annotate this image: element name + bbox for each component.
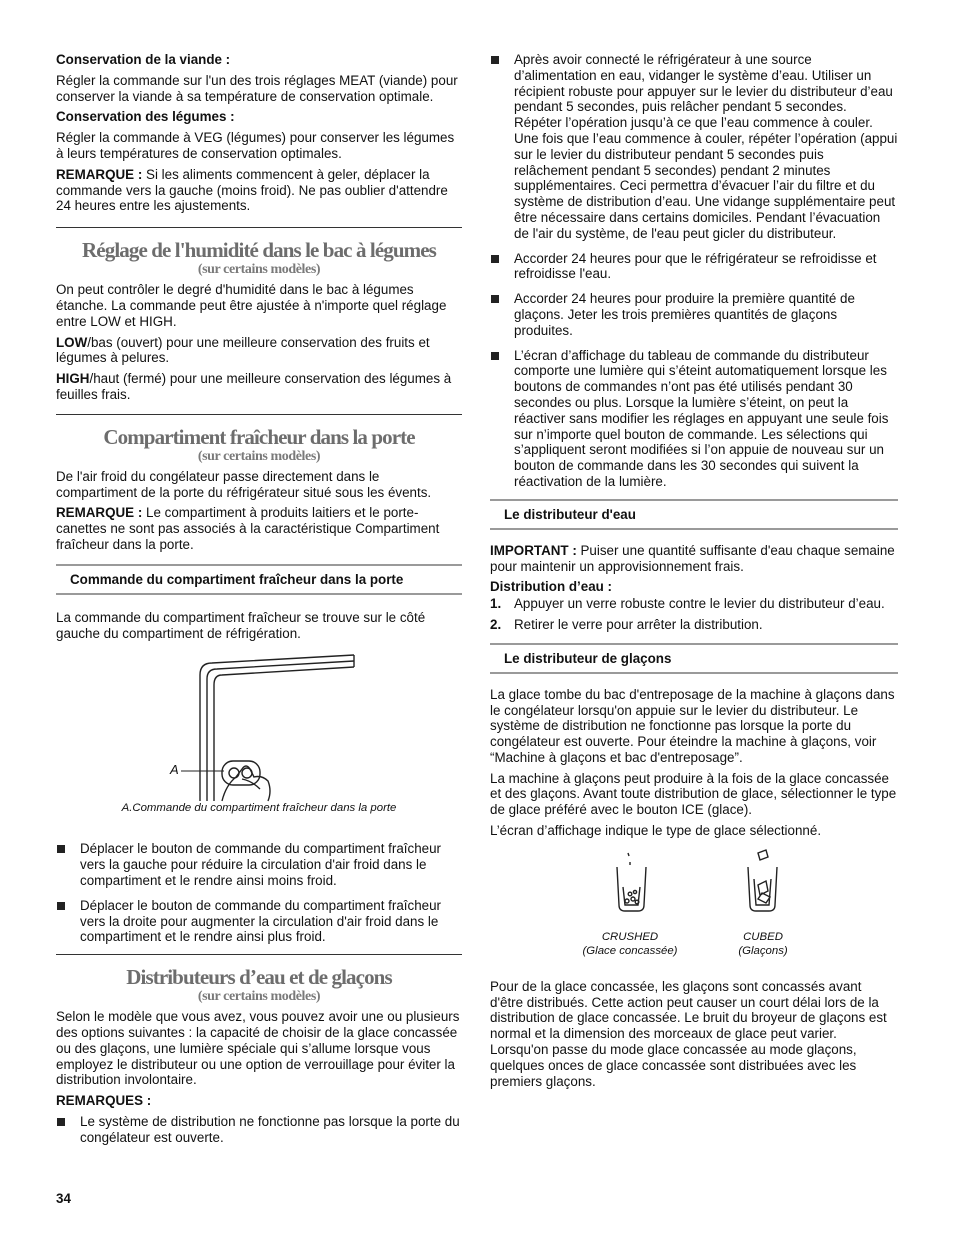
left-column (56, 52, 462, 1154)
veg-text: Régler la commande à VEG (légumes) pour conserver les légumes à leurs températures de conservation optimales. (56, 130, 455, 161)
section-divider (56, 954, 462, 955)
water-dispenser-heading: Le distributeur d'eau (490, 499, 898, 530)
list-item (490, 596, 898, 612)
ice-type-icons (490, 847, 898, 927)
dispensers-notes-label: REMARQUES : (56, 1093, 152, 1109)
dispensers-title: Distributeurs d’eau et de glaçons (126, 965, 392, 990)
ice-paragraph-2: La machine à glaçons peut produire à la fois de la glace concassée et des glaçons. Avant toute distribution de glace, sélectionner le type de glace préféré avec le bouton ICE (glace). (490, 770, 897, 818)
fresh-control-figure (56, 649, 462, 821)
humidity-low-text: /bas (ouvert) pour une meilleure conservation des fruits et légumes à pelures. (56, 334, 430, 366)
ice-paragraph-4: Pour de la glace concassée, les glaçons sont concassés avant d'être distribués. Cette action peut causer un court délai lors de la distribution de glace concassée. Le bruit du broyeur de glaçons est normal et la dimension des morceaux de glace peut varier. Lorsqu'on passe du mode glace concassée au mode glaçons, quelques onces de glace concassée sont distribuées avec les premiers glaçons. (490, 978, 887, 1089)
bullet-square-icon (57, 902, 65, 910)
ice-dispenser-heading: Le distributeur de glaçons (490, 643, 898, 674)
fresh-control-text: La commande du compartiment fraîcheur se trouve sur le côté gauche du compartiment de réfrigération. (56, 609, 426, 641)
veg-note-label: REMARQUE : (56, 166, 143, 182)
cubed-label: CUBED (743, 930, 783, 943)
door-control-illustration (56, 649, 462, 809)
humidity-low (56, 335, 462, 367)
ice-paragraph-1: La glace tombe du bac d'entreposage de la machine à glaçons dans le congélateur lorsqu'on appuie sur le levier du distributeur. Le système de distribution ne fonctionne pas lorsque la porte du congélateur est ouverte. Pour éteindre la machine à glaçons, voir “Machine à glaçons et bac d'entreposage”. (490, 686, 895, 765)
fresh-note (56, 505, 462, 552)
cubed-ice-glass-icon (748, 850, 777, 911)
step-text: Retirer le verre pour arrêter la distribution. (514, 616, 763, 632)
section-divider (56, 414, 462, 415)
fresh-note-label: REMARQUE : (56, 505, 143, 521)
water-important-text: Puiser une quantité suffisante d'eau chaque semaine pour maintenir un approvisionnement frais. (490, 542, 895, 574)
figure-caption: A.Commande du compartiment fraîcheur dans la porte (121, 802, 397, 815)
crushed-sublabel: (Glace concassée) (582, 944, 678, 957)
veg-label: Conservation des légumes : (56, 109, 235, 125)
list-item (490, 617, 898, 633)
humidity-high-text: /haut (fermé) pour une meilleure conservation des légumes à feuilles frais. (56, 371, 452, 402)
meat-label: Conservation de la viande : (56, 52, 231, 67)
list-item (490, 291, 898, 338)
list-item (490, 348, 898, 490)
crushed-ice-glass-icon (617, 853, 646, 911)
fresh-title: Compartiment fraîcheur dans la porte (103, 424, 415, 449)
humidity-high-label: HIGH (56, 371, 90, 387)
section-divider (56, 227, 462, 228)
dispenser-bullet-list (490, 52, 898, 490)
list-item (56, 1114, 462, 1146)
meat-text: Régler la commande sur l'un des trois réglages MEAT (viande) pour conserver la viande à sa température de conservation optimale. (56, 72, 458, 104)
veg-note (56, 167, 462, 214)
veg-note-text: Si les aliments commencent à geler, déplacer la commande vers la gauche (moins froid). Ne pas oublier d'attendre 24 heures entre les ajustements. (56, 166, 448, 214)
crushed-label: CRUSHED (601, 930, 659, 943)
cubed-sublabel: (Glaçons) (738, 944, 788, 957)
list-item-text: L’écran d’affichage du tableau de commande du distributeur comporte une lumière qui s’éteint automatiquement lorsque les boutons de commandes n’ont pas été utilisés pendant 30 secondes ou plus. Lorsque la lumière s’éteint, on peut la réactiver sans modifier les réglages en appuyant une seule fois sur n’importe quel bouton de commande. Les sélections qui s’appliquent seront modifiées si l’on appuie de nouveau sur un bouton de commande dans les 30 secondes qui suivent la réactivation de la lumière. (514, 347, 889, 489)
water-important-label: IMPORTANT : (490, 542, 577, 558)
list-item (490, 52, 898, 242)
bullet-square-icon (491, 352, 499, 360)
list-item (56, 841, 462, 888)
step-text: Appuyer un verre robuste contre le levier du distributeur d’eau. (514, 596, 885, 612)
humidity-subtitle: (sur certains modèles) (197, 262, 321, 278)
right-column (490, 52, 898, 1094)
humidity-low-label: LOW (56, 334, 88, 350)
fresh-control-heading: Commande du compartiment fraîcheur dans la porte (56, 564, 462, 595)
humidity-title: Réglage de l'humidité dans le bac à légumes (82, 238, 436, 263)
list-item-text: Déplacer le bouton de commande du compartiment fraîcheur vers la gauche pour réduire la circulation d'air froid dans le compartiment et le rendre ainsi moins froid. (80, 841, 441, 888)
step-number: 2. (490, 616, 502, 632)
fresh-subtitle: (sur certains modèles) (197, 448, 321, 464)
dispensers-notes-list (56, 1114, 462, 1146)
fresh-note-text: Le compartiment à produits laitiers et le porte-canettes ne sont pas associés à la caractéristique Compartiment fraîcheur dans la porte. (56, 505, 440, 552)
figure-callout-letter: A (170, 762, 179, 778)
bullet-square-icon (491, 255, 499, 263)
list-item-text: Après avoir connecté le réfrigérateur à une source d’alimentation en eau, vidanger le système d’eau. Utiliser un récipient robuste pour appuyer sur le levier du distributeur d’eau pendant 5 secondes, puis relâcher pendant 5 secondes. Répéter l’opération jusqu’à ce que l’eau commence à couler. Une fois que l’eau commence à couler, répéter l’opération (appui sur le levier du distributeur pendant 5 secondes puis relâchement pendant 5 secondes) pendant 2 minutes supplémentaires. Ceci permettra d’évacuer l’air du filtre et du système de distribution d’eau. Une vidange supplémentaire peut être nécessaire dans certains domiciles. Pendant l’évacuation de l'air du système, de l'eau peut gicler du distributeur. (514, 52, 898, 241)
water-dispensing-label: Distribution d’eau : (490, 579, 612, 595)
humidity-intro: On peut contrôler le degré d'humidité dans le bac à légumes étanche. La commande peut être ajustée à n'importe quel réglage entre LOW et HIGH. (56, 282, 447, 329)
ice-type-figure (490, 847, 898, 979)
list-item-text: Déplacer le bouton de commande du compartiment fraîcheur vers la droite pour augmenter la circulation d'air froid dans le compartiment et le rendre ainsi plus froid. (80, 897, 441, 945)
step-number: 1. (490, 596, 502, 612)
ice-paragraph-3: L’écran d’affichage indique le type de glace sélectionné. (490, 823, 822, 839)
page-number: 34 (56, 1191, 71, 1206)
bullet-square-icon (491, 295, 499, 303)
humidity-high (56, 371, 462, 403)
dispensers-intro: Selon le modèle que vous avez, vous pouvez avoir une ou plusieurs des options suivantes : la capacité de choisir de la glace concassée ou des glaçons, une lumière spéciale qui s’allume lorsque vous employez le distributeur ou une option de verrouillage pour éviter la distribution involontaire. (56, 1009, 460, 1088)
list-item (490, 251, 898, 283)
bullet-square-icon (491, 56, 499, 64)
fresh-bullet-list (56, 841, 462, 945)
water-important (490, 543, 898, 575)
bullet-square-icon (57, 1118, 65, 1126)
list-item (56, 898, 462, 945)
list-item-text: Accorder 24 heures pour que le réfrigérateur se refroidisse et refroidisse l'eau. (514, 250, 877, 282)
dispensers-subtitle: (sur certains modèles) (197, 989, 321, 1005)
fresh-intro: De l'air froid du congélateur passe directement dans le compartiment de la porte du réfrigérateur situé sous les évents. (56, 468, 432, 500)
list-item-text: Accorder 24 heures pour produire la première quantité de glaçons. Jeter les trois premières quantités de glaçons produites. (514, 291, 855, 338)
bullet-square-icon (57, 845, 65, 853)
water-steps (490, 596, 898, 633)
list-item-text: Le système de distribution ne fonctionne pas lorsque la porte du congélateur est ouverte. (80, 1113, 460, 1145)
